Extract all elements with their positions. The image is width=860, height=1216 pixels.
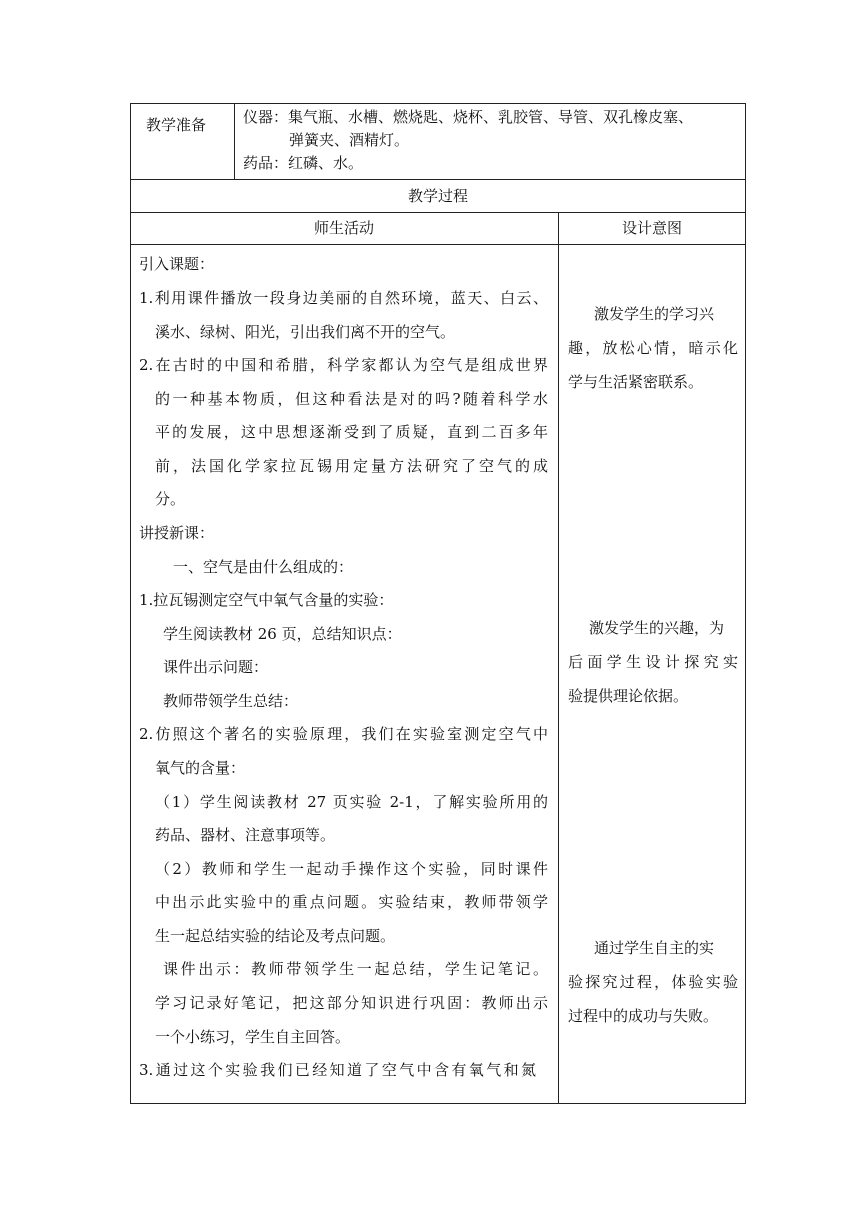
table-rule	[130, 179, 746, 180]
column-header-intent: 设计意图	[621, 219, 682, 237]
intent-line: 后面学生设计探究实	[568, 653, 738, 671]
column-header-activity: 师生活动	[313, 219, 374, 237]
intent-line: 学与生活紧密联系。	[568, 373, 704, 391]
activity-line: 中出示此实验中的重点问题。实验结束，教师带领学	[155, 893, 548, 911]
table-rule	[130, 212, 746, 213]
intent-line: 激发学生的兴趣，为	[589, 619, 725, 637]
table-rule	[558, 212, 559, 1104]
activity-line: 一、空气是由什么组成的：	[173, 558, 354, 576]
activity-line: 学生阅读教材 26 页，总结知识点：	[163, 625, 402, 643]
activity-line: 的一种基本物质，但这种看法是对的吗?随着科学水	[155, 390, 548, 408]
activity-line: 3.通过这个实验我们已经知道了空气中含有氧气和氮	[139, 1061, 536, 1079]
activity-line: 分。	[155, 490, 186, 508]
activity-line: 课件出示：教师带领学生一起总结，学生记笔记。	[163, 960, 548, 978]
activity-line: 讲授新课：	[139, 524, 215, 542]
intent-line: 趣，放松心情，暗示化	[568, 339, 738, 357]
activity-line: 2.仿照这个著名的实验原理，我们在实验室测定空气中	[139, 725, 548, 743]
intent-line: 激发学生的学习兴	[594, 305, 715, 323]
activity-line: 1.利用课件播放一段身边美丽的自然环境，蓝天、白云、	[139, 289, 548, 307]
activity-line: 溪水、绿树、阳光，引出我们离不开的空气。	[155, 323, 456, 341]
activity-line: 1.拉瓦锡测定空气中氧气含量的实验：	[139, 591, 394, 609]
process-title: 教学过程	[407, 187, 468, 205]
activity-line: 课件出示问题：	[163, 658, 269, 676]
activity-line: （1）学生阅读教材 27 页实验 2-1，了解实验所用的	[155, 793, 548, 811]
prep-instruments-line2: 弹簧夹、酒精灯。	[289, 131, 410, 149]
prep-reagents: 药品：红磷、水。	[243, 154, 364, 172]
activity-line: 生一起总结实验的结论及考点问题。	[155, 927, 396, 945]
table-rule	[130, 244, 746, 245]
activity-line: 学习记录好笔记，把这部分知识进行巩固：教师出示	[155, 994, 548, 1012]
intent-line: 过程中的成功与失败。	[568, 1007, 719, 1025]
activity-line: 前，法国化学家拉瓦锡用定量方法研究了空气的成	[155, 457, 548, 475]
intent-line: 通过学生自主的实	[594, 939, 715, 957]
activity-line: 药品、器材、注意事项等。	[155, 826, 336, 844]
activity-line: 氧气的含量：	[155, 759, 246, 777]
activity-line: 教师带领学生总结：	[163, 692, 299, 710]
intent-line: 验提供理论依据。	[568, 687, 689, 705]
table-rule	[234, 103, 235, 179]
activity-line: 平的发展，这中思想逐渐受到了质疑，直到二百多年	[155, 423, 548, 441]
prep-label: 教学准备	[146, 116, 207, 134]
activity-line: 引入课题：	[139, 255, 215, 273]
intent-line: 验探究过程，体验实验	[568, 973, 738, 991]
activity-line: （2）教师和学生一起动手操作这个实验，同时课件	[155, 860, 548, 878]
activity-line: 2.在古时的中国和希腊，科学家都认为空气是组成世界	[139, 356, 548, 374]
prep-instruments-line1: 仪器：集气瓶、水槽、燃烧匙、烧杯、乳胶管、导管、双孔橡皮塞、	[243, 108, 694, 126]
activity-line: 一个小练习，学生自主回答。	[155, 1028, 351, 1046]
